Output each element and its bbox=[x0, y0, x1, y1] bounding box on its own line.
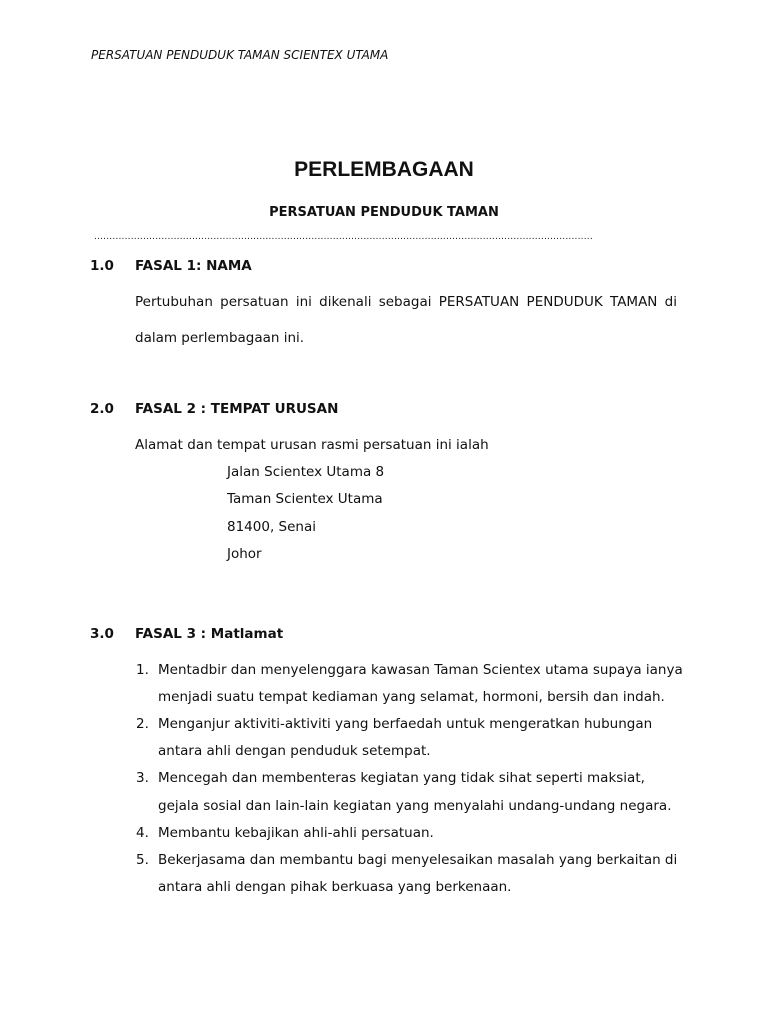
document-subtitle: PERSATUAN PENDUDUK TAMAN bbox=[269, 205, 499, 220]
list-item-number: 5. bbox=[136, 852, 149, 868]
list-item-number: 4. bbox=[136, 825, 149, 841]
section-title: FASAL 1: NAMA bbox=[135, 258, 252, 274]
section-number: 3.0 bbox=[90, 626, 114, 642]
list-item-number: 3. bbox=[136, 770, 149, 786]
section-number: 1.0 bbox=[90, 258, 114, 274]
list-item-number: 2. bbox=[136, 716, 149, 732]
list-item-text: menjadi suatu tempat kediaman yang selamat, hormoni, bersih dan indah. bbox=[158, 689, 665, 705]
address-line: 81400, Senai bbox=[227, 519, 316, 535]
section-title: FASAL 3 : Matlamat bbox=[135, 626, 284, 642]
document-title: PERLEMBAGAAN bbox=[294, 158, 474, 181]
page-header: PERSATUAN PENDUDUK TAMAN SCIENTEX UTAMA bbox=[91, 48, 389, 62]
list-item-text: Bekerjasama dan membantu bagi menyelesaikan masalah yang berkaitan di bbox=[158, 852, 678, 868]
list-item-text: Mencegah dan membenteras kegiatan yang tidak sihat seperti maksiat, bbox=[158, 770, 645, 786]
section-1-line-1: Pertubuhan persatuan ini dikenali sebagai PERSATUAN PENDUDUK TAMAN di bbox=[135, 294, 677, 310]
section-1-line-2: dalam perlembagaan ini. bbox=[135, 330, 305, 346]
address-line: Johor bbox=[227, 546, 262, 562]
dotted-divider: ................................................................................................................................................................... bbox=[94, 232, 593, 242]
address-line: Jalan Scientex Utama 8 bbox=[227, 464, 385, 480]
list-item-text: Menganjur aktiviti-aktiviti yang berfaedah untuk mengeratkan hubungan bbox=[158, 716, 653, 732]
address-intro: Alamat dan tempat urusan rasmi persatuan ini ialah bbox=[135, 437, 489, 453]
list-item-text: antara ahli dengan penduduk setempat. bbox=[158, 743, 431, 759]
section-title: FASAL 2 : TEMPAT URUSAN bbox=[135, 401, 339, 417]
list-item-text: gejala sosial dan lain-lain kegiatan yang menyalahi undang-undang negara. bbox=[158, 798, 672, 814]
section-number: 2.0 bbox=[90, 401, 114, 417]
list-item-text: antara ahli dengan pihak berkuasa yang berkenaan. bbox=[158, 879, 512, 895]
list-item-text: Membantu kebajikan ahli-ahli persatuan. bbox=[158, 825, 434, 841]
list-item-number: 1. bbox=[136, 662, 149, 678]
address-line: Taman Scientex Utama bbox=[227, 491, 383, 507]
list-item-text: Mentadbir dan menyelenggara kawasan Taman Scientex utama supaya ianya bbox=[158, 662, 683, 678]
